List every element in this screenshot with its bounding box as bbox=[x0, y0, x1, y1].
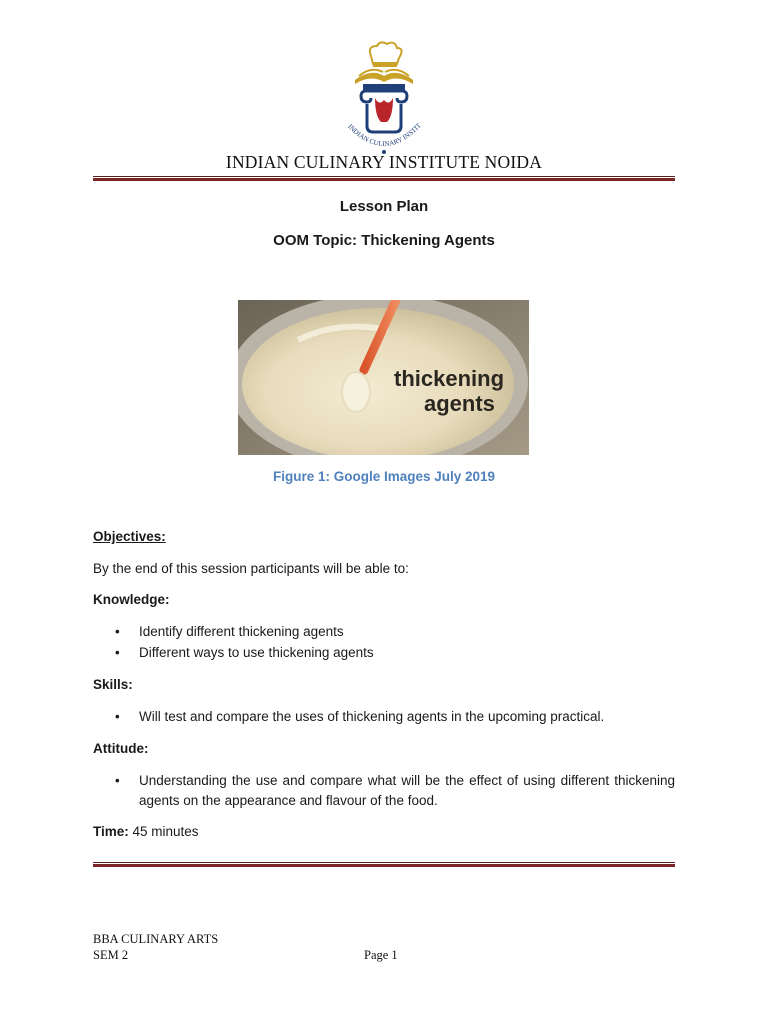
header-divider bbox=[93, 176, 675, 181]
thickening-agents-image bbox=[238, 300, 529, 455]
page-number: Page 1 bbox=[364, 948, 398, 962]
attitude-item: Understanding the use and compare what will be the effect of using different thickening agents on the appearance and flavour of the food. bbox=[139, 773, 675, 808]
bullet-icon: • bbox=[115, 645, 120, 660]
image-text-line1: thickening bbox=[394, 366, 505, 391]
time-value: 45 minutes bbox=[128, 824, 199, 839]
chef-hat-pillar-emblem-icon bbox=[331, 40, 437, 156]
institute-name: INDIAN CULINARY INSTITUTE NOIDA bbox=[225, 152, 543, 172]
knowledge-heading: Knowledge: bbox=[93, 592, 170, 607]
objectives-intro: By the end of this session participants will be able to: bbox=[93, 561, 409, 576]
figure-caption: Figure 1: Google Images July 2019 bbox=[272, 469, 496, 484]
objectives-heading: Objectives: bbox=[93, 529, 166, 544]
topic-heading: OOM Topic: Thickening Agents bbox=[273, 232, 495, 249]
image-text-line2: agents bbox=[424, 391, 495, 416]
skills-heading: Skills: bbox=[93, 677, 133, 692]
knowledge-item: Identify different thickening agents bbox=[139, 624, 344, 639]
institute-logo bbox=[331, 40, 437, 156]
document-title: Lesson Plan bbox=[339, 198, 429, 215]
footer-program: BBA CULINARY ARTS bbox=[93, 932, 219, 946]
skills-item: Will test and compare the uses of thickening agents in the upcoming practical. bbox=[139, 709, 605, 724]
attitude-heading: Attitude: bbox=[93, 741, 149, 756]
knowledge-item: Different ways to use thickening agents bbox=[139, 645, 374, 660]
bullet-icon: • bbox=[115, 624, 120, 639]
logo-arc-text: INDIAN CULINARY INSTIT bbox=[346, 121, 423, 149]
time-label: Time: bbox=[93, 824, 129, 839]
bullet-icon: • bbox=[115, 709, 120, 724]
bullet-icon: • bbox=[115, 773, 120, 788]
footer-divider bbox=[93, 862, 675, 867]
footer-semester: SEM 2 bbox=[93, 948, 129, 962]
time-line bbox=[93, 824, 199, 839]
